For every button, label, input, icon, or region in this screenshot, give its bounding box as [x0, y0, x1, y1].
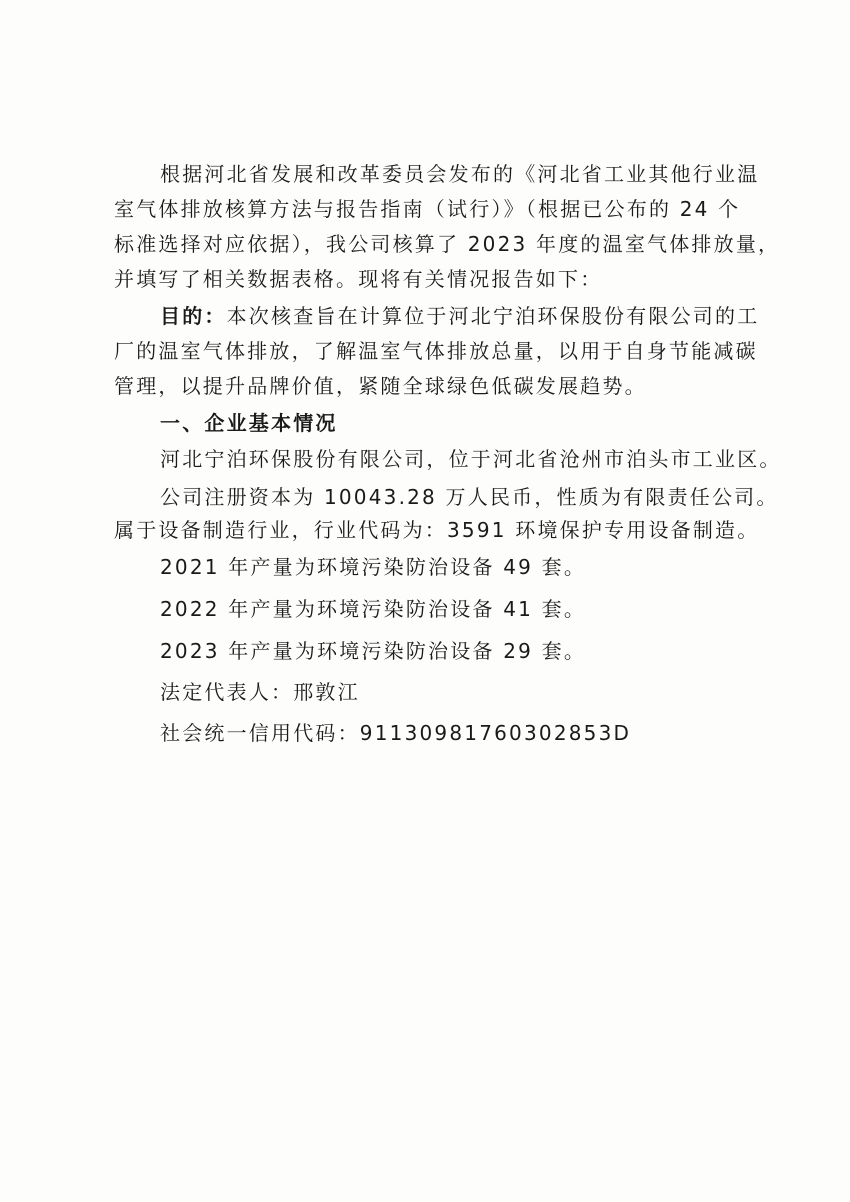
registered-capital: 公司注册资本为 10043.28 万人民币，性质为有限责任公司。 — [160, 485, 779, 509]
purpose-line-2: 厂的温室气体排放，了解温室气体排放总量，以用于自身节能减碳 — [114, 339, 758, 363]
purpose-line-3: 管理，以提升品牌价值，紧随全球绿色低碳发展趋势。 — [114, 374, 647, 398]
intro-line-2: 室气体排放核算方法与报告指南（试行）》（根据已公布的 24 个 — [114, 197, 741, 221]
industry-code: 属于设备制造行业，行业代码为：3591 环境保护专用设备制造。 — [114, 518, 760, 542]
intro-line-1: 根据河北省发展和改革委员会发布的《河北省工业其他行业温 — [160, 162, 760, 186]
intro-line-4: 并填写了相关数据表格。现将有关情况报告如下： — [114, 267, 603, 291]
output-2022: 2022 年产量为环境污染防治设备 41 套。 — [160, 597, 587, 621]
output-2021: 2021 年产量为环境污染防治设备 49 套。 — [160, 555, 587, 579]
purpose-line-1 — [160, 301, 759, 331]
credit-code: 社会统一信用代码：91130981760302853D — [160, 721, 632, 745]
purpose-label: 目的： — [160, 304, 227, 328]
section-heading: 一、企业基本情况 — [160, 411, 338, 435]
output-2023: 2023 年产量为环境污染防治设备 29 套。 — [160, 639, 587, 663]
legal-representative: 法定代表人：邢敦江 — [160, 680, 360, 704]
purpose-text: 本次核查旨在计算位于河北宁泊环保股份有限公司的工 — [226, 304, 760, 328]
company-location: 河北宁泊环保股份有限公司，位于河北省沧州市泊头市工业区。 — [160, 447, 782, 471]
intro-line-3: 标准选择对应依据），我公司核算了 2023 年度的温室气体排放量， — [114, 232, 781, 256]
